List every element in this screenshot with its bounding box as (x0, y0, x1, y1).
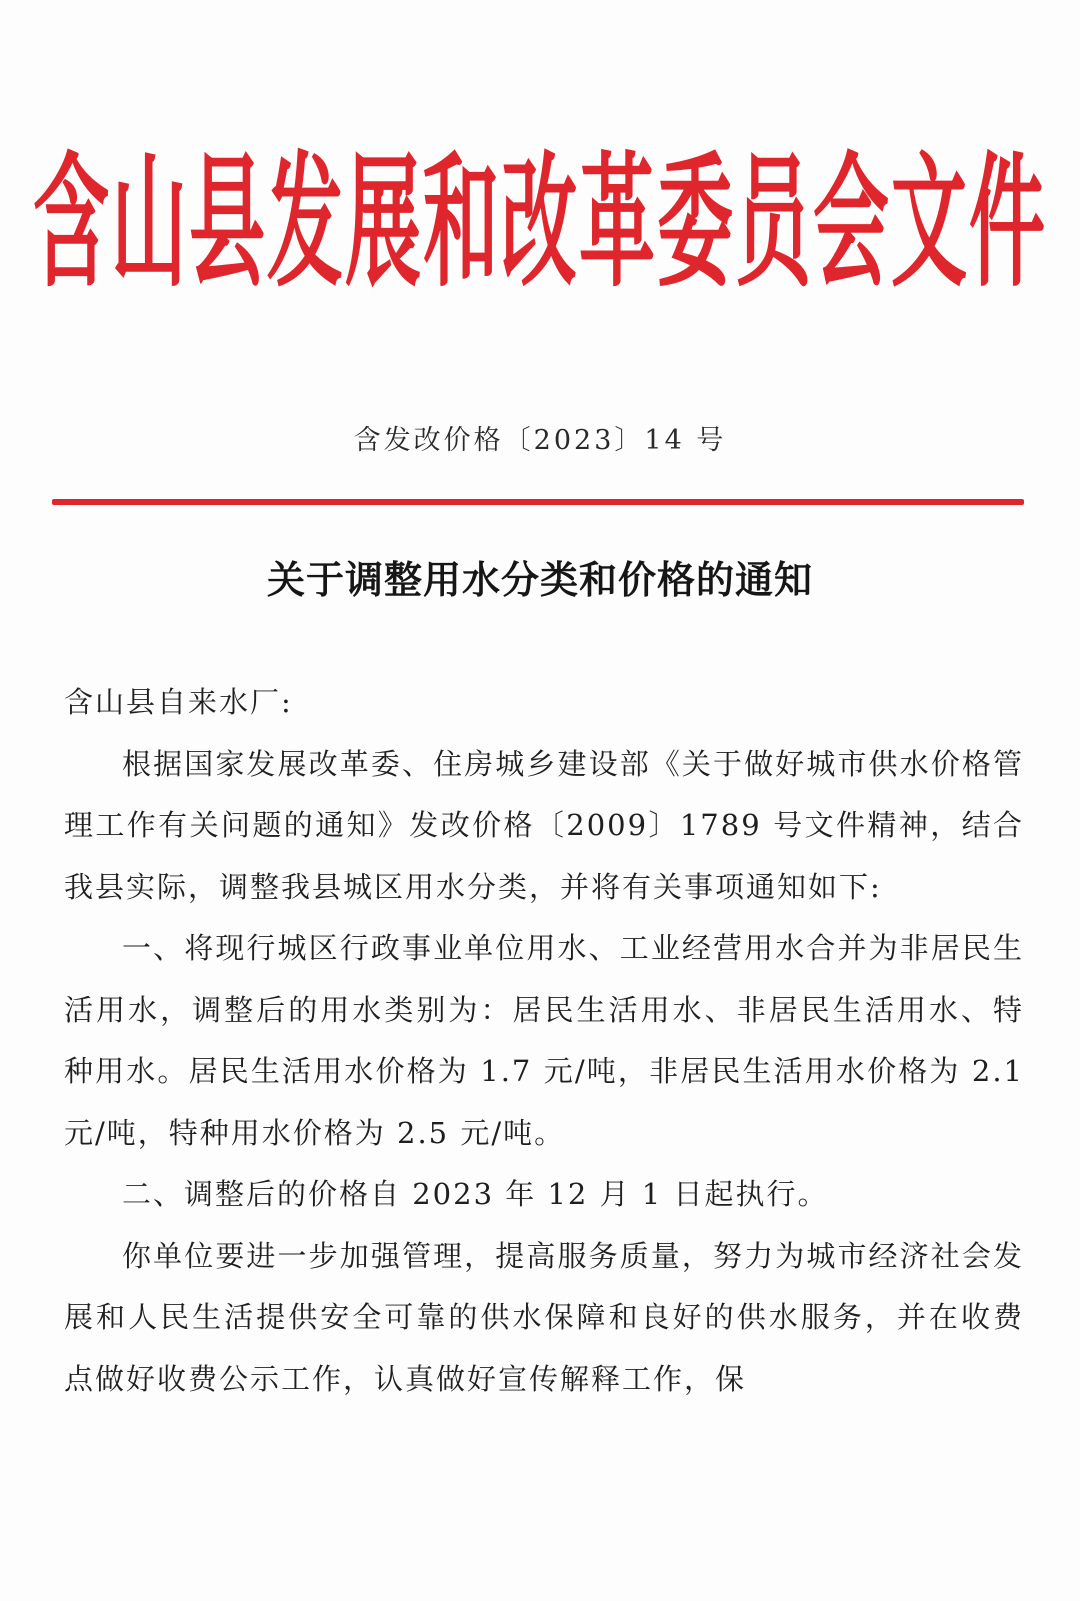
paragraph-item-two: 二、调整后的价格自 2023 年 12 月 1 日起执行。 (122, 1177, 829, 1211)
paragraph-requirements: 你单位要进一步加强管理，提高服务质量，努力为城市经济社会发展和人民生活提供安全可靠的供水保障和良好的供水服务，并在收费点做好收费公示工作，认真做好宣传解释工作，保 (64, 1238, 1024, 1396)
document-title: 关于调整用水分类和价格的通知 (266, 558, 813, 602)
paragraph-basis: 根据国家发展改革委、住房城乡建设部《关于做好城市供水价格管理工作有关问题的通知》发改价格〔2009〕1789 号文件精神，结合我县实际，调整我县城区用水分类，并将有关事项通知如下: (64, 746, 1024, 904)
red-divider-line (52, 499, 1024, 505)
issuer-masthead (33, 118, 1047, 328)
masthead-title: 含山县发展和改革委员会文件 (33, 137, 1047, 307)
addressee: 含山县自来水厂: (64, 685, 293, 719)
document-number: 含发改价格〔2023〕14 号 (353, 425, 727, 456)
paragraph-item-one: 一、将现行城区行政事业单位用水、工业经营用水合并为非居民生活用水，调整后的用水类别为：居民生活用水、非居民生活用水、特种用水。居民生活用水价格为 1.7 元/吨，非居民生活用水价格为 2.1 元/吨，特种用水价格为 2.5 元/吨。 (64, 931, 1024, 1150)
document-body (64, 672, 1024, 1410)
